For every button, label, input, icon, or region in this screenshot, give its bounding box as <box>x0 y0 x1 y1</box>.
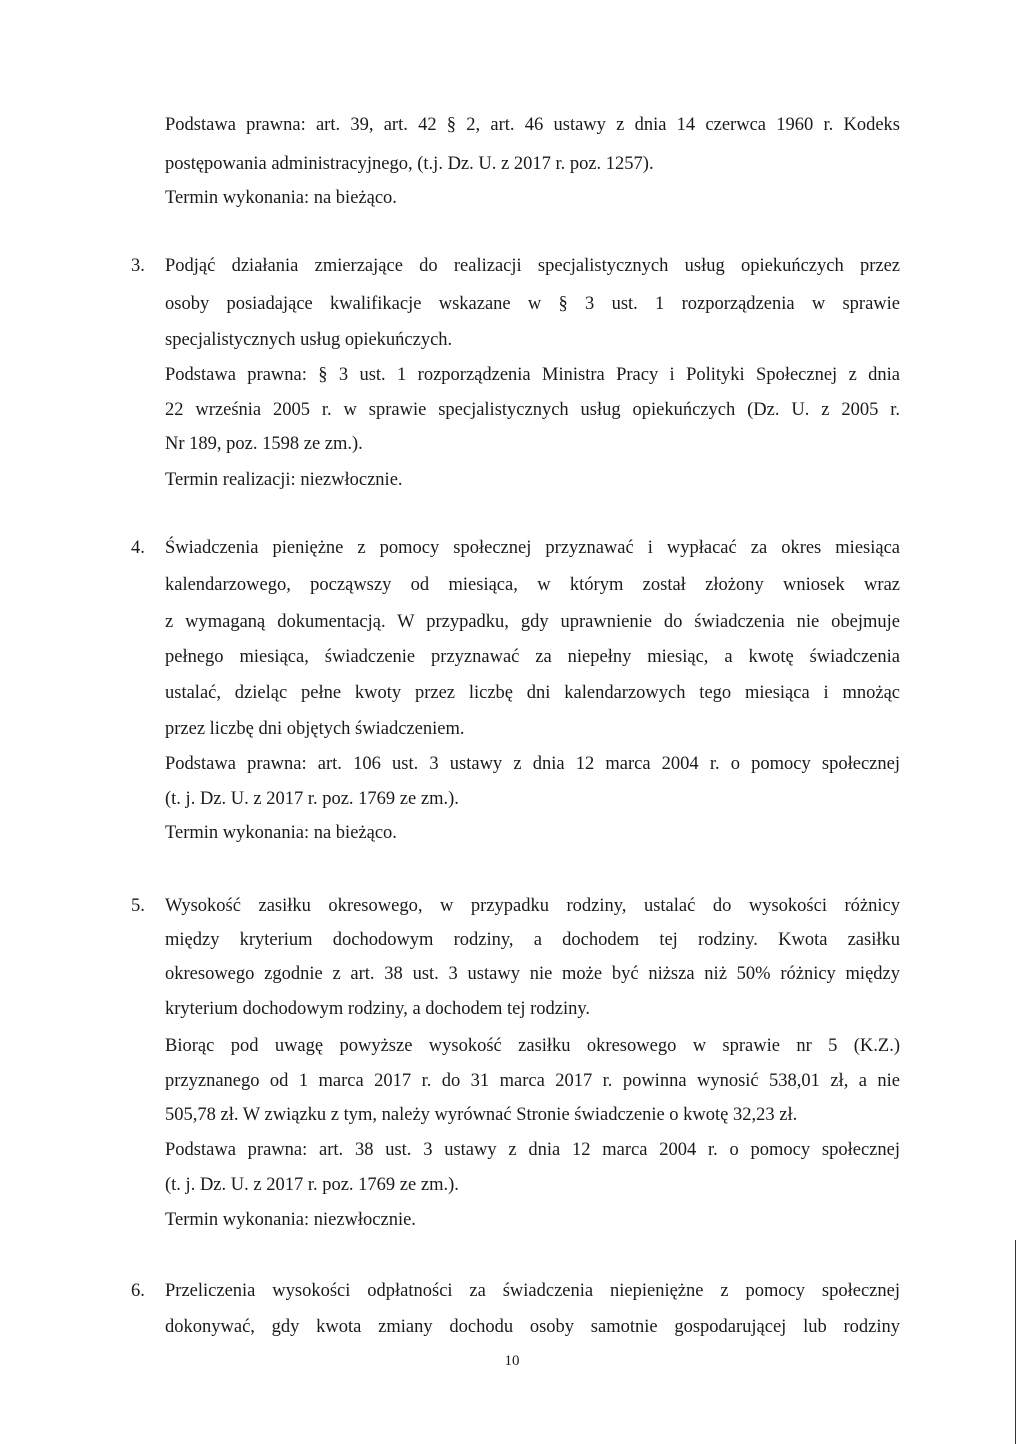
item-line: Biorąc pod uwagę powyższe wysokość zasiłku okresowego w sprawie nr 5 (K.Z.) <box>165 1036 900 1056</box>
scan-edge-line <box>1015 1240 1016 1444</box>
item-line: Przeliczenia wysokości odpłatności za świadczenia niepieniężne z pomocy społecznej <box>165 1281 900 1301</box>
item-line: Termin wykonania: niezwłocznie. <box>165 1210 416 1230</box>
item-line: 505,78 zł. W związku z tym, należy wyrównać Stronie świadczenie o kwotę 32,23 zł. <box>165 1105 798 1125</box>
item-line: 22 września 2005 r. w sprawie specjalistycznych usług opiekuńczych (Dz. U. z 2005 r. <box>165 400 900 420</box>
intro-line: Termin wykonania: na bieżąco. <box>165 188 397 208</box>
item-line: (t. j. Dz. U. z 2017 r. poz. 1769 ze zm.). <box>165 1175 459 1195</box>
item-line: Podstawa prawna: art. 106 ust. 3 ustawy z dnia 12 marca 2004 r. o pomocy społecznej <box>165 754 900 774</box>
item-line: pełnego miesiąca, świadczenie przyznawać za niepełny miesiąc, a kwotę świadczenia <box>165 647 900 667</box>
item-line: (t. j. Dz. U. z 2017 r. poz. 1769 ze zm.). <box>165 789 459 809</box>
item-line: specjalistycznych usług opiekuńczych. <box>165 330 453 350</box>
item-number: 4. <box>131 538 145 558</box>
item-number: 5. <box>131 896 145 916</box>
item-line: Podjąć działania zmierzające do realizacji specjalistycznych usług opiekuńczych przez <box>165 256 900 276</box>
item-line: Podstawa prawna: § 3 ust. 1 rozporządzenia Ministra Pracy i Polityki Społecznej z dnia <box>165 365 900 385</box>
item-line: między kryterium dochodowym rodziny, a dochodem tej rodziny. Kwota zasiłku <box>165 930 900 950</box>
item-line: kryterium dochodowym rodziny, a dochodem tej rodziny. <box>165 999 591 1019</box>
item-line: Nr 189, poz. 1598 ze zm.). <box>165 434 363 454</box>
item-line: przez liczbę dni objętych świadczeniem. <box>165 719 465 739</box>
item-line: okresowego zgodnie z art. 38 ust. 3 ustawy nie może być niższa niż 50% różnicy między <box>165 964 900 984</box>
item-line: kalendarzowego, począwszy od miesiąca, w którym został złożony wniosek wraz <box>165 575 900 595</box>
item-line: osoby posiadające kwalifikacje wskazane w § 3 ust. 1 rozporządzenia w sprawie <box>165 294 900 314</box>
item-line: ustalać, dzieląc pełne kwoty przez liczbę dni kalendarzowych tego miesiąca i mnożąc <box>165 683 900 703</box>
item-line: z wymaganą dokumentacją. W przypadku, gdy uprawnienie do świadczenia nie obejmuje <box>165 612 900 632</box>
item-line: Wysokość zasiłku okresowego, w przypadku rodziny, ustalać do wysokości różnicy <box>165 896 900 916</box>
item-line: przyznanego od 1 marca 2017 r. do 31 marca 2017 r. powinna wynosić 538,01 zł, a nie <box>165 1071 900 1091</box>
item-number: 6. <box>131 1281 145 1301</box>
item-line: Świadczenia pieniężne z pomocy społecznej przyznawać i wypłacać za okres miesiąca <box>165 538 900 558</box>
item-line: Termin wykonania: na bieżąco. <box>165 823 397 843</box>
page-number: 10 <box>504 1353 520 1369</box>
item-line: dokonywać, gdy kwota zmiany dochodu osoby samotnie gospodarującej lub rodziny <box>165 1317 900 1337</box>
intro-line: postępowania administracyjnego, (t.j. Dz. U. z 2017 r. poz. 1257). <box>165 154 654 174</box>
item-line: Podstawa prawna: art. 38 ust. 3 ustawy z dnia 12 marca 2004 r. o pomocy społecznej <box>165 1140 900 1160</box>
item-number: 3. <box>131 256 145 276</box>
item-line: Termin realizacji: niezwłocznie. <box>165 470 403 490</box>
intro-line: Podstawa prawna: art. 39, art. 42 § 2, art. 46 ustawy z dnia 14 czerwca 1960 r. Kodeks <box>165 115 900 135</box>
